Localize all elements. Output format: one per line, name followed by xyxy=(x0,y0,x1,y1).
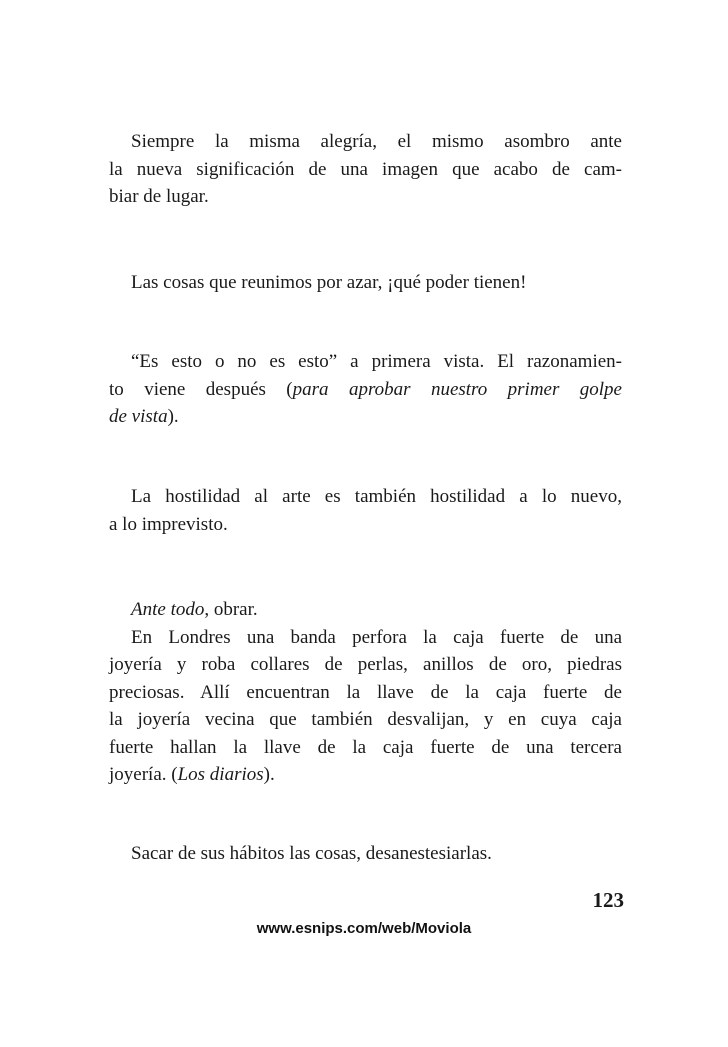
italic-span: de vista xyxy=(109,406,168,427)
text-line: a lo imprevisto. xyxy=(109,513,228,535)
italic-span: para aprobar nuestro primer golpe xyxy=(292,378,622,400)
paragraph-1 xyxy=(109,128,622,211)
text-line: La hostilidad al arte es también hostilidad a lo nuevo, xyxy=(131,486,622,507)
text-line xyxy=(109,596,622,624)
text-line: “Es esto o no es esto” a primera vista. El razonamien- xyxy=(131,351,622,372)
text-line: joyería y roba collares de perlas, anillos de oro, piedras xyxy=(109,654,622,675)
text-line xyxy=(109,761,622,789)
watermark-url[interactable]: www.esnips.com/web/Moviola xyxy=(256,920,472,937)
text-line: En Londres una banda perfora la caja fuerte de una xyxy=(131,626,622,648)
text-span: joyería. ( xyxy=(109,764,178,785)
paragraph-6 xyxy=(109,840,622,868)
text-span: ). xyxy=(263,764,275,785)
text-line: Siempre la misma alegría, el mismo asombro ante xyxy=(131,131,622,152)
text-span: ). xyxy=(167,406,179,427)
italic-span: Ante todo xyxy=(131,599,205,620)
paragraph-3 xyxy=(109,348,622,431)
text-line: la nueva significación de una imagen que acabo de cam- xyxy=(109,158,622,180)
paragraph-4 xyxy=(109,483,622,538)
text-line: Las cosas que reunimos por azar, ¡qué poder tienen! xyxy=(131,272,527,293)
paragraph-2 xyxy=(109,269,622,297)
page-number: 123 xyxy=(592,888,624,912)
text-span: to viene después ( xyxy=(109,378,293,400)
text-line xyxy=(109,376,622,404)
text-line: fuerte hallan la llave de la caja fuerte de una tercera xyxy=(109,736,622,758)
paragraph-5 xyxy=(109,596,622,789)
text-line: biar de lugar. xyxy=(109,186,209,207)
text-line: Sacar de sus hábitos las cosas, desanestesiarlas. xyxy=(131,843,492,864)
text-span: , obrar. xyxy=(204,599,258,620)
text-line xyxy=(109,403,622,431)
italic-span: Los diarios xyxy=(177,764,264,785)
text-line: la joyería vecina que también desvalijan, y en cuya caja xyxy=(109,709,622,730)
text-line: preciosas. Allí encuentran la llave de la caja fuerte de xyxy=(109,681,622,703)
